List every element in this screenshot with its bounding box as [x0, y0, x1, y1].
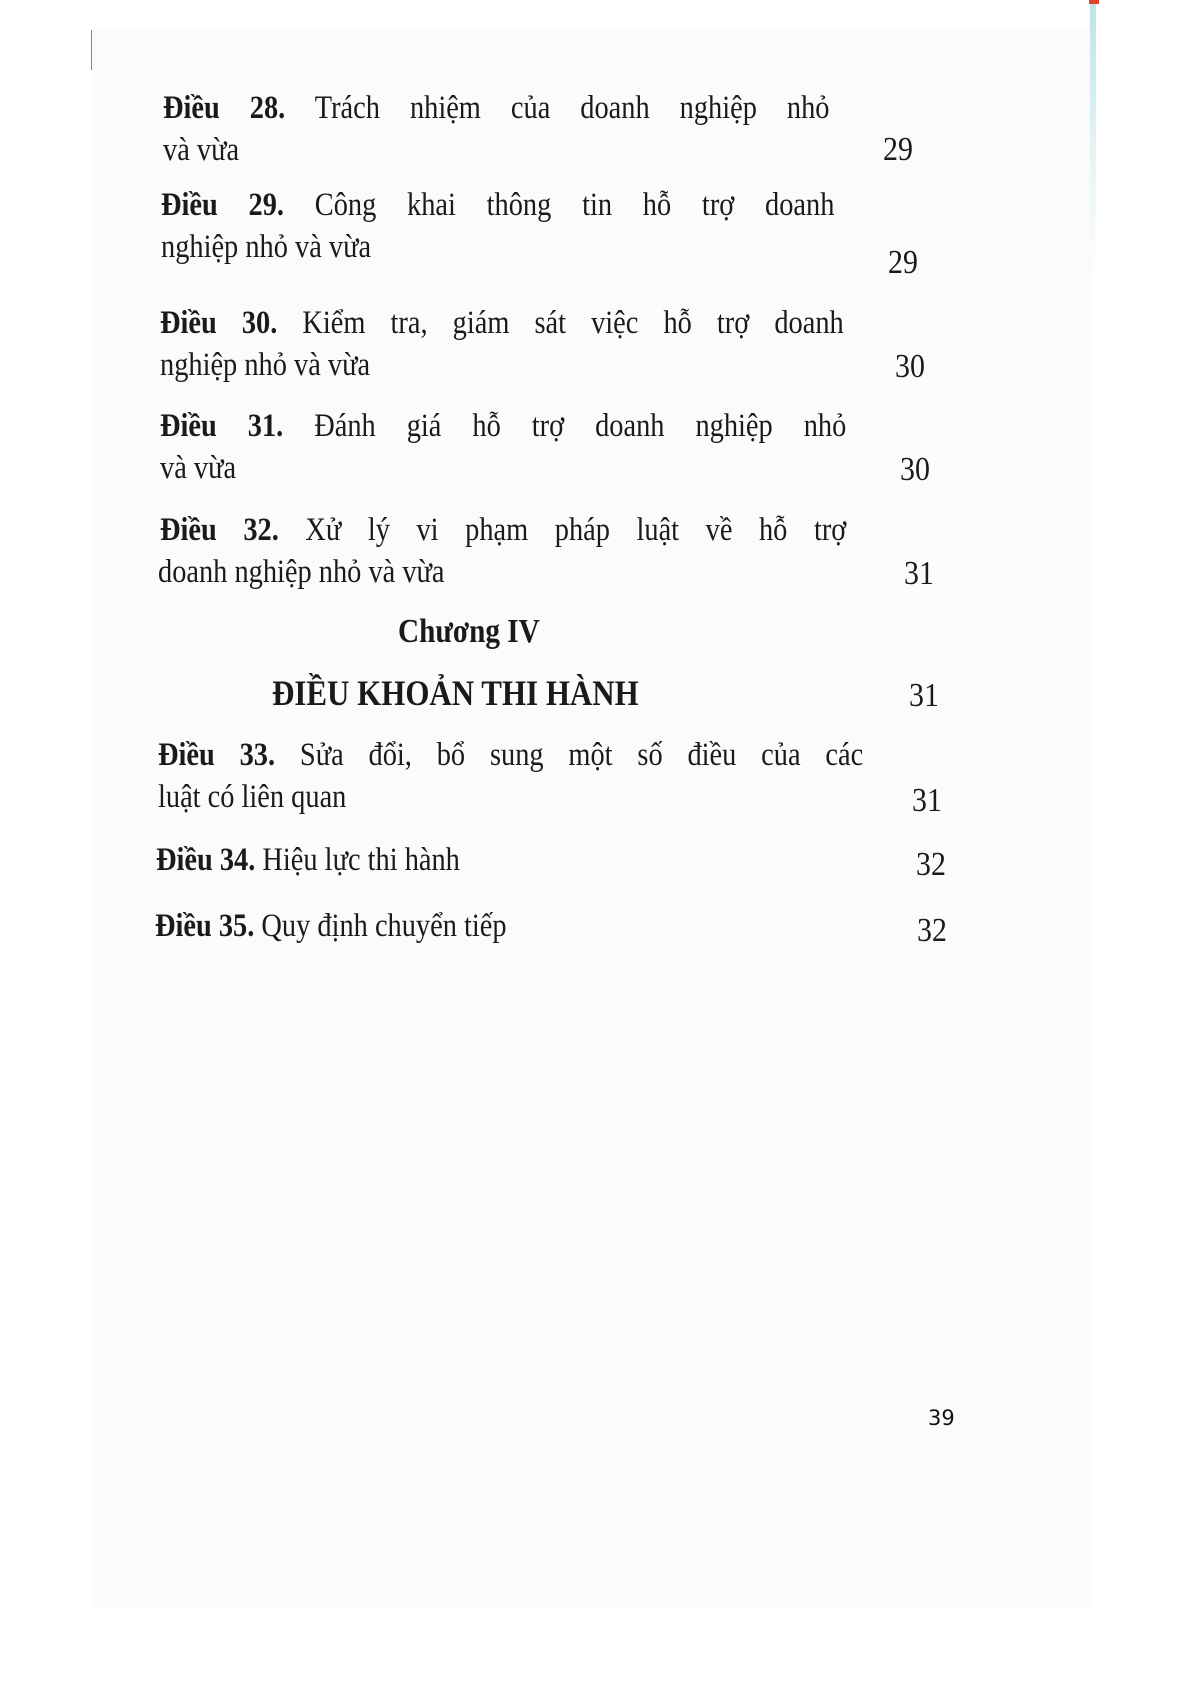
entry-page: 30: [895, 348, 925, 385]
entry-title-cont: nghiệp nhỏ và vừa: [161, 229, 372, 265]
entry-label: Điều 31.: [160, 408, 284, 444]
entry-title: Đánh giá hỗ trợ doanh nghiệp nhỏ: [314, 408, 847, 444]
entry-label: Điều 35.: [155, 908, 255, 944]
entry-title: Hiệu lực thi hành: [262, 842, 460, 878]
entry-title-cont: doanh nghiệp nhỏ và vừa: [158, 554, 445, 590]
entry-page: 32: [916, 846, 946, 883]
entry-page: 32: [917, 912, 947, 949]
entry-title-cont: và vừa: [160, 450, 237, 486]
entry-label: Điều 28.: [163, 90, 286, 126]
entry-label: Điều 33.: [158, 737, 276, 773]
entry-title: Xử lý vi phạm pháp luật về hỗ trợ: [305, 512, 847, 548]
scan-edge-mark: [91, 30, 92, 70]
entry-page: 30: [900, 451, 930, 488]
entry-title-cont: luật có liên quan: [158, 779, 347, 815]
entry-page: 31: [912, 782, 942, 819]
entry-page: 29: [883, 131, 913, 168]
entry-title: Trách nhiệm của doanh nghiệp nhỏ: [314, 90, 830, 126]
entry-page: 29: [888, 244, 918, 281]
entry-title: Quy định chuyển tiếp: [261, 908, 507, 944]
entry-title: Sửa đổi, bổ sung một số điều của các: [299, 737, 864, 773]
entry-label: Điều 34.: [156, 842, 256, 878]
entry-label: Điều 29.: [161, 187, 285, 223]
entry-label: Điều 30.: [160, 305, 278, 341]
chapter-number: Chương IV: [398, 613, 540, 650]
chapter-title: ĐIỀU KHOẢN THI HÀNH: [272, 673, 639, 713]
entry-title: Kiểm tra, giám sát việc hỗ trợ doanh: [302, 305, 844, 341]
chapter-page: 31: [909, 677, 939, 714]
entry-page: 31: [904, 555, 934, 592]
scan-page-edge: [1090, 4, 1096, 284]
entry-title: Công khai thông tin hỗ trợ doanh: [314, 187, 835, 223]
page-number: 39: [928, 1406, 955, 1430]
entry-title-cont: nghiệp nhỏ và vừa: [160, 347, 371, 383]
entry-title-cont: và vừa: [163, 132, 240, 168]
entry-label: Điều 32.: [160, 512, 279, 548]
